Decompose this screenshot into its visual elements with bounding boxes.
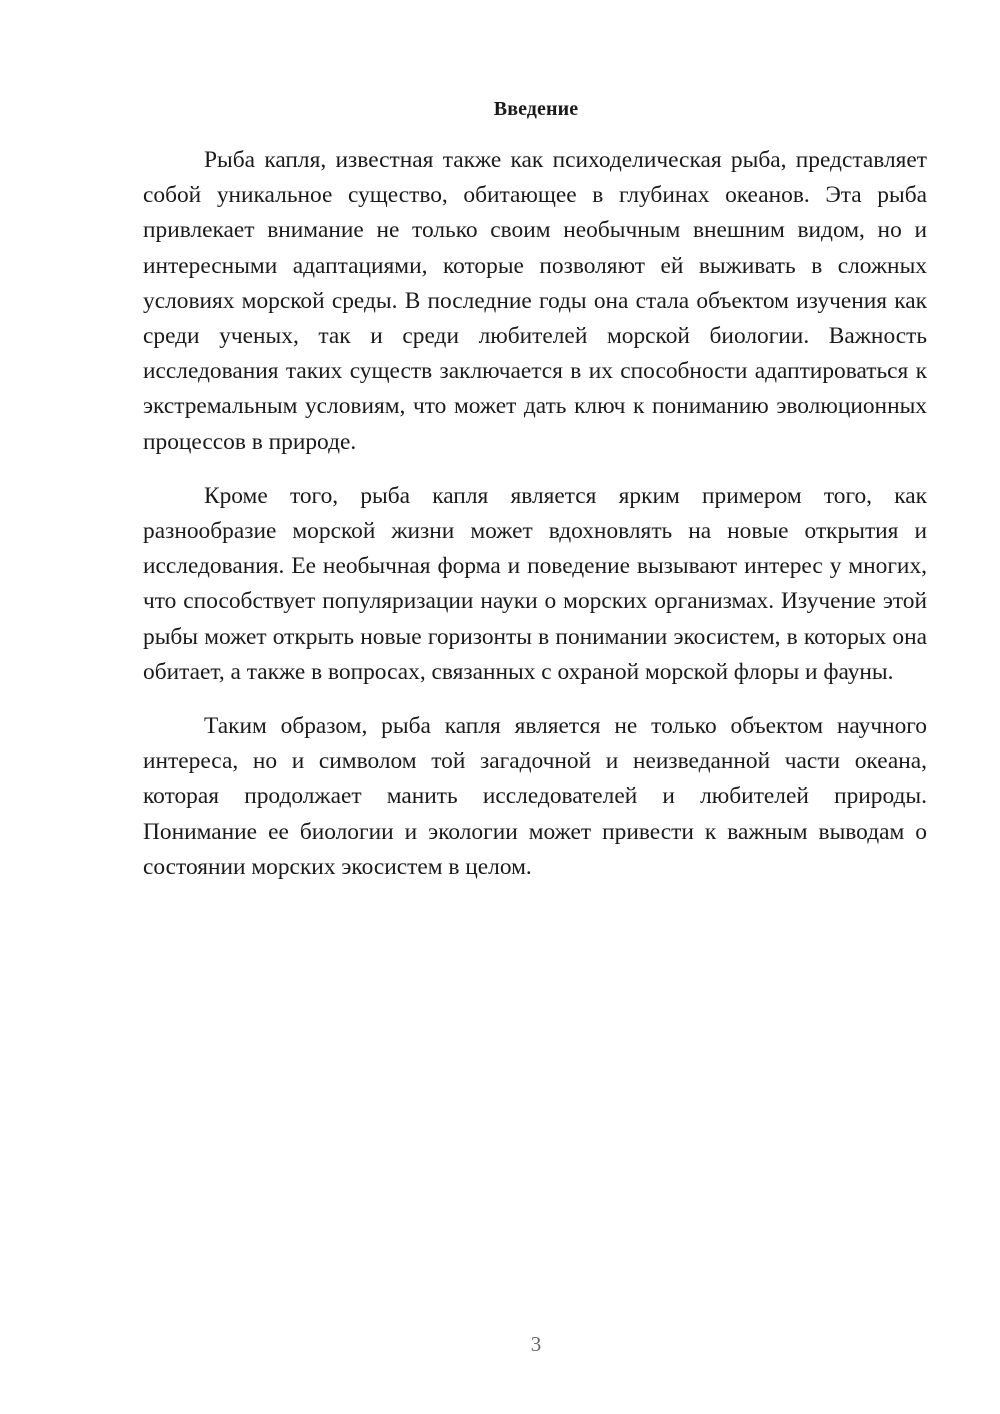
section-heading: Введение bbox=[493, 98, 579, 120]
paragraph-3: Таким образом, рыба капля является не только объектом научного интереса, но и символом той загадочной и неизведанной части океана, которая продолжает манить исследователей и любителей природы. Понимание ее биологии и экологии может привести к важным выводам о состоянии морских экосистем в целом. bbox=[143, 713, 927, 880]
paragraph-1: Рыба капля, известная также как психоделическая рыба, представляет собой уникальное существо, обитающее в глубинах океанов. Эта рыба привлекает внимание не только своим необычным внешним видом, но и интересными адаптациями, которые позволяют ей выживать в сложных условиях морской среды. В последние годы она стала объектом изучения как среди ученых, так и среди любителей морской биологии. Важность исследования таких существ заключается в их способности адаптироваться к экстремальным условиям, что может дать ключ к пониманию эволюционных процессов в природе. bbox=[143, 147, 927, 455]
body-text bbox=[143, 143, 927, 885]
page-number: 3 bbox=[530, 1332, 542, 1356]
paragraph-2: Кроме того, рыба капля является ярким примером того, как разнообразие морской жизни может вдохновлять на новые открытия и исследования. Ее необычная форма и поведение вызывают интерес у многих, что способствует популяризации науки о морских организмах. Изучение этой рыбы может открыть новые горизонты в понимании экосистем, в которых она обитает, а также в вопросах, связанных с охраной морской флоры и фауны. bbox=[143, 482, 927, 685]
